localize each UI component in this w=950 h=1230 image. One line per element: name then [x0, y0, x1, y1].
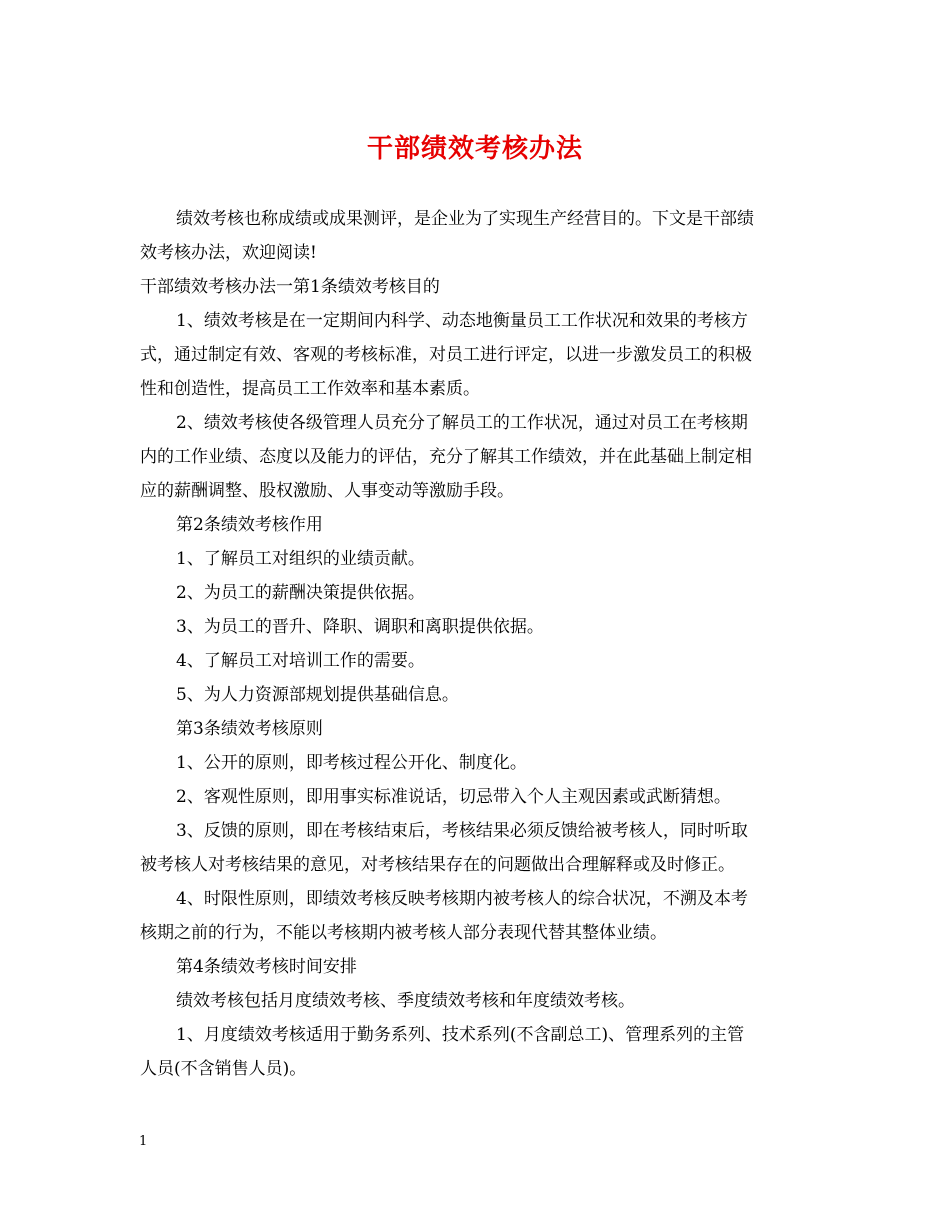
list-item: 2、为员工的薪酬决策提供依据。 — [176, 583, 425, 603]
paragraph-line: 性和创造性，提高员工工作效率和基本素质。 — [140, 379, 480, 399]
paragraph-line: 式，通过制定有效、客观的考核标准，对员工进行评定，以进一步激发员工的积极 — [140, 345, 752, 365]
paragraph-line: 绩效考核也称成绩或成果测评，是企业为了实现生产经营目的。下文是干部绩 — [176, 209, 754, 229]
list-item: 1、公开的原则，即考核过程公开化、制度化。 — [176, 753, 527, 773]
paragraph-line: 4、时限性原则，即绩效考核反映考核期内被考核人的综合状况，不溯及本考 — [176, 889, 748, 909]
article-heading: 第4条绩效考核时间安排 — [176, 957, 357, 977]
list-item: 4、了解员工对培训工作的需要。 — [176, 651, 425, 671]
list-item: 1、了解员工对组织的业绩贡献。 — [176, 549, 425, 569]
paragraph-line: 3、反馈的原则，即在考核结束后，考核结果必须反馈给被考核人，同时听取 — [176, 821, 748, 841]
document-title: 干部绩效考核办法 — [366, 134, 583, 164]
list-item: 2、客观性原则，即用事实标准说话，切忌带入个人主观因素或武断猜想。 — [176, 787, 731, 807]
page-number: 1 — [139, 1134, 148, 1149]
paragraph-line: 1、绩效考核是在一定期间内科学、动态地衡量员工工作状况和效果的考核方 — [176, 311, 748, 331]
list-item: 3、为员工的晋升、降职、调职和离职提供依据。 — [176, 617, 544, 637]
paragraph-line — [140, 276, 820, 298]
section-heading: 干部绩效考核办法一 — [140, 277, 293, 297]
paragraph-line: 内的工作业绩、态度以及能力的评估，充分了解其工作绩效，并在此基础上制定相 — [140, 447, 752, 467]
paragraph-line: 应的薪酬调整、股权激励、人事变动等激励手段。 — [140, 481, 514, 501]
article-heading: 第2条绩效考核作用 — [176, 515, 323, 535]
paragraph-line: 绩效考核包括月度绩效考核、季度绩效考核和年度绩效考核。 — [176, 991, 635, 1011]
paragraph-line: 人员(不含销售人员)。 — [140, 1059, 307, 1079]
paragraph-line: 效考核办法，欢迎阅读! — [140, 243, 317, 263]
list-item: 5、为人力资源部规划提供基础信息。 — [176, 685, 459, 705]
paragraph-line: 2、绩效考核使各级管理人员充分了解员工的工作状况，通过对员工在考核期 — [176, 413, 748, 433]
article-heading: 第3条绩效考核原则 — [176, 719, 323, 739]
paragraph-line: 1、月度绩效考核适用于勤务系列、技术系列(不含副总工)、管理系列的主管 — [176, 1025, 745, 1045]
paragraph-line: 核期之前的行为，不能以考核期内被考核人部分表现代替其整体业绩。 — [140, 923, 667, 943]
paragraph-line: 被考核人对考核结果的意见，对考核结果存在的问题做出合理解释或及时修正。 — [140, 855, 735, 875]
article-heading: 第1条绩效考核目的 — [293, 277, 440, 297]
